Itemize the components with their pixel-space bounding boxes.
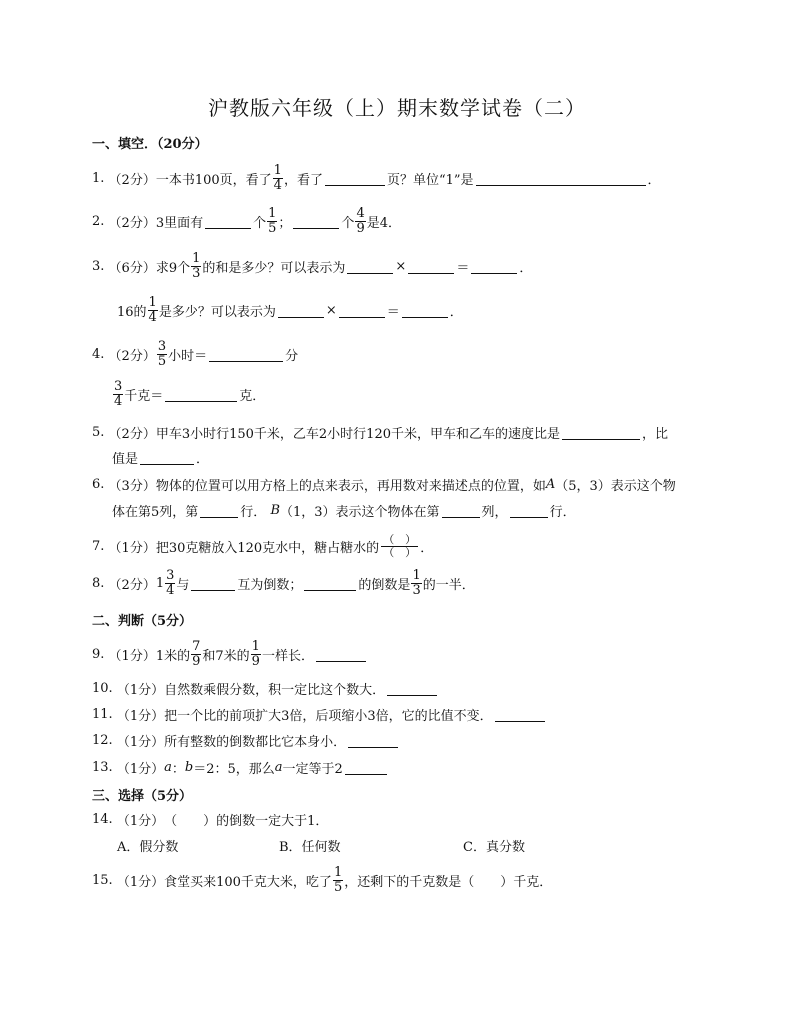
q-text: 是4． <box>366 216 401 231</box>
q-text: 和7米的 <box>202 649 250 664</box>
q-text: 千克＝ <box>124 389 164 404</box>
q-number: 6. <box>92 477 105 492</box>
answer-blank[interactable] <box>191 576 235 591</box>
q-text: 所有整数的倒数都比它本身小． <box>164 735 347 750</box>
q-number: 7. <box>92 539 105 554</box>
section-3-heading: 三、选择（5分） <box>92 789 193 804</box>
times-sign: × <box>325 303 337 318</box>
q-text: 把30克糖放入120克水中，糖占糖水的 <box>155 541 380 556</box>
q-score: （1分） <box>108 649 156 664</box>
q-text: ． <box>196 452 210 467</box>
answer-blank[interactable] <box>325 171 385 186</box>
question-11 <box>92 705 547 724</box>
q-score: （3分） <box>108 479 156 494</box>
q-text: ． <box>449 305 463 320</box>
q-text: 与 <box>176 578 190 593</box>
q-score: （1分） <box>108 541 156 556</box>
answer-blank[interactable] <box>471 259 517 274</box>
section-2-heading: 二、判断（5分） <box>92 614 193 629</box>
answer-blank[interactable] <box>348 733 398 748</box>
answer-blank[interactable] <box>339 303 385 318</box>
q-text: 行． <box>549 505 576 520</box>
q-text: 行． <box>240 505 267 520</box>
answer-blank[interactable] <box>209 347 283 362</box>
fraction: $\frac{1}{5}$ <box>333 865 343 895</box>
question-1 <box>92 164 661 193</box>
answer-blank[interactable] <box>402 303 448 318</box>
q-text: 体在第5列，第 <box>112 505 199 520</box>
q-number: 2. <box>92 214 105 229</box>
q-text: ＝2：5，那么 <box>193 762 275 777</box>
q-text: 值是 <box>112 452 139 467</box>
answer-blank[interactable] <box>476 171 646 186</box>
q-text: 1米的 <box>155 649 191 664</box>
fraction: $\frac{3}{5}$ <box>157 339 167 369</box>
q-number: 3. <box>92 259 105 274</box>
answer-blank[interactable] <box>345 760 387 775</box>
q-text: 小时＝ <box>168 349 208 364</box>
fraction: $\frac{1}{3}$ <box>412 568 421 598</box>
q-score: （1分） <box>116 814 165 829</box>
fraction: $\frac{1}{4}$ <box>273 163 282 193</box>
q-text: ． <box>519 261 533 276</box>
q-score: （6分） <box>108 261 156 276</box>
answer-blank[interactable] <box>293 214 339 229</box>
question-5 <box>92 423 668 442</box>
answer-blank[interactable] <box>495 707 545 722</box>
q-text: 一本书100页，看了 <box>155 173 272 188</box>
times-sign: × <box>395 259 407 274</box>
q-number: 12. <box>92 733 113 748</box>
q-text: 个 <box>253 216 267 231</box>
q-text: 的一半． <box>422 578 475 593</box>
question-9 <box>92 640 368 669</box>
fraction: $\frac{1}{4}$ <box>148 295 157 325</box>
q-text: 16的 <box>117 305 147 320</box>
q-text: （5，3）表示这个物 <box>555 479 676 494</box>
q-text: 求9个 <box>155 261 191 276</box>
q-text: 克． <box>239 389 266 404</box>
q-text: 甲车3小时行150千米，乙车2小时行120千米，甲车和乙车的速度比是 <box>155 427 560 442</box>
answer-blank[interactable] <box>316 647 366 662</box>
question-4 <box>92 340 298 369</box>
variable: b <box>184 760 194 775</box>
question-4-line-2 <box>112 380 265 409</box>
question-3 <box>92 252 532 281</box>
answer-blank[interactable] <box>562 425 640 440</box>
question-6-line-2 <box>112 501 576 520</box>
fraction: $\frac{1}{5}$ <box>268 206 277 236</box>
question-10 <box>92 679 439 698</box>
q-text: ，看了 <box>283 173 323 188</box>
q-number: 4. <box>92 347 105 362</box>
q-score: （2分） <box>108 216 156 231</box>
q-text: （ ）的倒数一定大于1． <box>164 814 329 829</box>
page-title: 沪教版六年级（上）期末数学试卷（二） <box>208 96 586 120</box>
q-text: 把一个比的前项扩大3倍，后项缩小3倍，它的比值不变． <box>164 709 493 724</box>
answer-blank[interactable] <box>510 503 548 518</box>
mixed-number: 1 $\frac{3}{4}$ <box>155 568 175 598</box>
fraction: $\frac{7}{9}$ <box>192 639 201 669</box>
q-text: 页？单位“1”是 <box>386 173 474 188</box>
q-score: （1分） <box>116 875 165 890</box>
q-text: ，还剩下的千克数是（ ）千克． <box>344 875 553 890</box>
question-7 <box>92 534 433 559</box>
variable: a <box>274 760 283 775</box>
option-b[interactable]: B．任何数 <box>279 840 341 855</box>
q-text: （1，3）表示这个物体在第 <box>280 505 440 520</box>
answer-blank[interactable] <box>387 681 437 696</box>
q-text: ． <box>647 173 661 188</box>
q-text: ： <box>171 762 185 777</box>
q-number: 8. <box>92 576 105 591</box>
answer-fraction[interactable]: $\frac{( )}{( )}$ <box>383 533 417 559</box>
q-score: （1分） <box>116 762 165 777</box>
q-text: 食堂买来100千克大米，吃了 <box>164 875 332 890</box>
q-score: （1分） <box>116 709 165 724</box>
q-score: （1分） <box>116 683 165 698</box>
answer-blank[interactable] <box>347 259 393 274</box>
equals-sign: ＝ <box>386 305 400 320</box>
option-c[interactable]: C．真分数 <box>463 840 525 855</box>
answer-blank[interactable] <box>140 450 194 465</box>
q-number: 5. <box>92 425 105 440</box>
answer-blank[interactable] <box>304 576 356 591</box>
question-12 <box>92 731 400 750</box>
answer-blank[interactable] <box>408 259 454 274</box>
q-text: ； <box>278 216 292 231</box>
question-3-line-2 <box>117 296 463 325</box>
answer-blank[interactable] <box>205 214 251 229</box>
fraction: $\frac{1}{3}$ <box>192 251 201 281</box>
question-13 <box>92 758 389 777</box>
q-text: 物体的位置可以用方格上的点来表示，再用数对来描述点的位置，如 <box>155 479 546 494</box>
q-text: 一定等于2 <box>282 762 343 777</box>
variable: a <box>164 760 172 775</box>
question-2 <box>92 207 401 236</box>
answer-blank[interactable] <box>165 387 237 402</box>
q-number: 10. <box>92 681 113 696</box>
point-label: B <box>270 503 280 518</box>
q-text: 自然数乘假分数，积一定比这个数大． <box>164 683 386 698</box>
q-text: 是多少？可以表示为 <box>158 305 276 320</box>
q-number: 14. <box>92 812 113 827</box>
q-text: ． <box>420 541 434 556</box>
q-number: 9. <box>92 647 105 662</box>
question-14 <box>92 810 328 829</box>
answer-blank[interactable] <box>278 303 324 318</box>
q-score: （2分） <box>108 578 156 593</box>
option-a[interactable]: A．假分数 <box>117 840 179 855</box>
fraction: $\frac{1}{9}$ <box>251 639 260 669</box>
question-5-line-2 <box>112 448 209 467</box>
q-number: 1. <box>92 171 105 186</box>
q-text: 的和是多少？可以表示为 <box>202 261 346 276</box>
q-text: 的倒数是 <box>358 578 411 593</box>
q-score: （2分） <box>108 349 156 364</box>
q-text: 列， <box>481 505 508 520</box>
equals-sign: ＝ <box>456 261 470 276</box>
point-label: A <box>545 477 556 492</box>
answer-blank[interactable] <box>200 503 238 518</box>
q-text: 分 <box>285 349 299 364</box>
q-score: （2分） <box>108 427 156 442</box>
q-text: 一样长． <box>261 649 314 664</box>
q-text: 互为倒数； <box>237 578 303 593</box>
q-number: 15. <box>92 873 113 888</box>
q-number: 13. <box>92 760 113 775</box>
question-6 <box>92 475 676 494</box>
answer-blank[interactable] <box>442 503 480 518</box>
question-15 <box>92 866 552 895</box>
fraction: $\frac{4}{9}$ <box>356 206 365 236</box>
section-1-heading: 一、填空．（20分） <box>92 137 208 152</box>
q-text: 3里面有 <box>155 216 204 231</box>
fraction: $\frac{3}{4}$ <box>114 379 123 409</box>
question-8 <box>92 569 475 598</box>
q-text: ，比 <box>642 427 669 442</box>
q-number: 11. <box>92 707 113 722</box>
q-text: 个 <box>341 216 355 231</box>
q-score: （1分） <box>116 735 165 750</box>
q-score: （2分） <box>108 173 156 188</box>
